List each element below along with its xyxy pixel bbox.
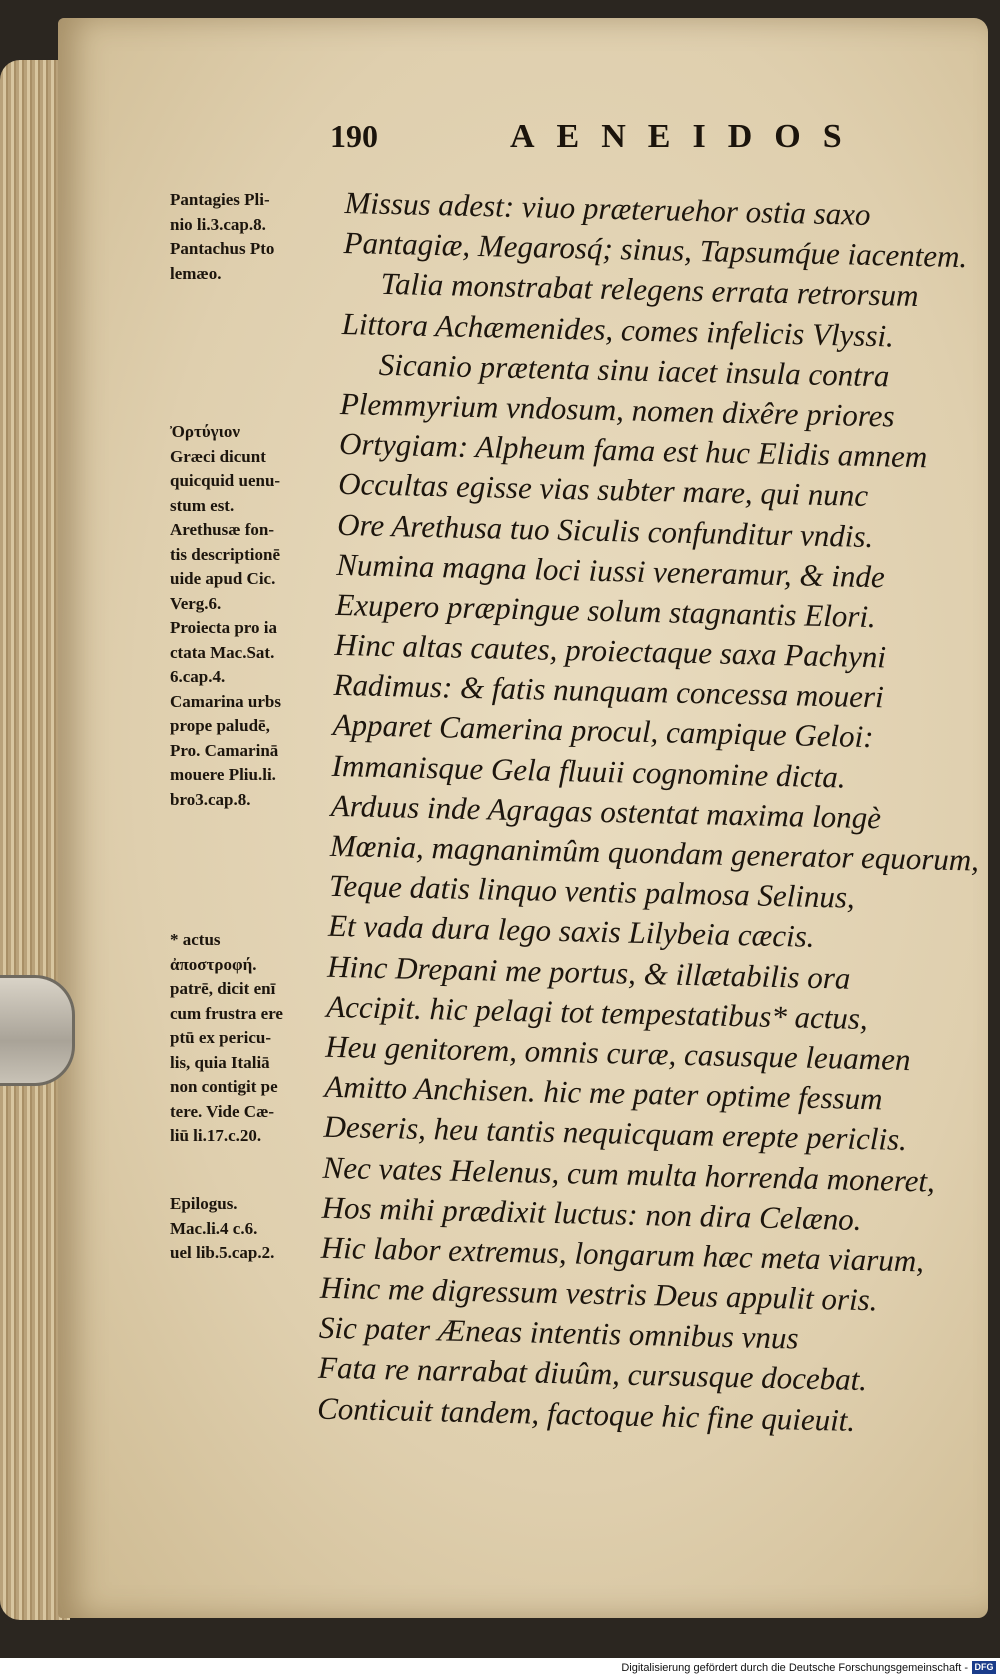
margin-note-line: ctata Mac.Sat. [170,642,275,662]
margin-note-line: quicquid uenu- [170,471,281,490]
margin-note [170,928,330,1149]
margin-note [170,188,330,286]
margin-note-line: * actus [170,930,221,949]
margin-note-line: ptū ex pericu- [170,1028,272,1047]
margin-note-line: Proiecta pro ia [170,618,278,637]
verse-line: Pantagiæ, Megarosq́; sinus, Tapsumq́ue iacentem. [343,225,968,275]
margin-note-line: cum frustra ere [170,1003,283,1023]
margin-note [170,420,330,812]
margin-note-line: mouere Pliu.li. [170,765,276,784]
book-clasp [0,975,75,1086]
verse-line: Mœnia, magnanimûm quondam generator equorum, [329,827,980,878]
margin-note-line: uel lib.5.cap.2. [170,1243,275,1262]
margin-note-line: lemæo. [170,263,222,283]
verse-line: Nec vates Helenus, cum multa horrenda moneret, [322,1149,936,1199]
margin-note-line: Ὀρτύγιον [170,422,240,441]
running-head [330,118,890,168]
verse-line: Et vada dura lego saxis Lilybeia cæcis. [327,908,815,955]
margin-note-line: Pantagies Pli- [170,190,270,209]
margin-note-line: Pantachus Pto [170,239,275,258]
verse-line: Heu genitorem, omnis curæ, casusque leuamen [325,1028,911,1077]
verse-line: Hos mihi prædixit luctus: non dira Celæno. [321,1189,862,1237]
margin-note-line: bro3.cap.8. [170,789,251,809]
verse-line: Deseris, heu tantis nequicquam erepte periclis. [323,1109,908,1158]
verse-line: Missus adest: viuo præteruehor ostia saxo [344,184,871,232]
verse-line: Ortygiam: Alpheum fama est huc Elidis amnem [338,426,928,475]
verse-line: Plemmyrium vndosum, nomen dixêre priores [339,385,895,434]
margin-note-line: Camarina urbs [170,691,281,711]
verse-line: Ore Arethusa tuo Siculis confunditur vndis. [336,506,874,554]
margin-note-line: uide apud Cic. [170,569,276,588]
margin-note-line: ἀποστροφή. [170,954,257,974]
margin-note-line: patrē, dicit enī [170,979,276,998]
verse-line: Accipit. hic pelagi tot tempestatibus* actus, [325,988,869,1036]
verse-text [316,183,980,1443]
margin-note-line: Arethusæ fon- [170,520,275,539]
margin-note-line: Pro. Camarinā [170,740,279,760]
verse-line: Exupero præpingue solum stagnantis Elori. [335,586,877,635]
verse-line: Arduus inde Agragas ostentat maxima longè [330,787,882,836]
verse-line: Fata re narrabat diuûm, cursusque docebat. [317,1350,868,1398]
verse-line: Apparet Camerina procul, campique Geloi: [332,707,874,755]
margin-note-line: Verg.6. [170,593,222,613]
dfg-logo: DFG [972,1661,996,1674]
running-head-title: AENEIDOS [510,118,864,155]
footer-credit: Digitalisierung gefördert durch die Deutsche Forschungsgemeinschaft - [621,1662,968,1674]
verse-line: Conticuit tandem, factoque hic fine quieuit. [316,1390,856,1438]
verse-line: Talia monstrabat relegens errata retrorsum [380,266,919,314]
margin-note [170,1192,330,1266]
verse-line: Radimus: & fatis nunquam concessa moueri [333,667,885,715]
margin-note-line: nio li.3.cap.8. [170,214,266,234]
margin-note-line: lis, quia Italiā [170,1052,270,1072]
margin-note-line: tere. Vide Cæ- [170,1101,275,1121]
footer-strip [0,1658,1000,1676]
margin-note-line: prope paludē, [170,716,270,735]
verse-line: Sicanio prætenta sinu iacet insula contra [378,346,890,394]
page-number: 190 [330,118,378,154]
verse-line: Occultas egisse vias subter mare, qui nunc [337,466,869,514]
margin-note-line: non contigit pe [170,1077,278,1096]
verse-line: Littora Achæmenides, comes infelicis Vlyssi. [341,305,895,354]
margin-note-line: Græci dicunt [170,446,266,466]
verse-line: Hinc Drepani me portus, & illætabilis ora [326,948,851,996]
verse-line: Numina magna loci iussi veneramur, & inde [335,546,886,595]
margin-note-line: stum est. [170,495,235,515]
verse-line: Immanisque Gela fluuii cognomine dicta. [331,747,847,795]
margin-note-line: 6.cap.4. [170,667,226,686]
verse-line: Hinc me digressum vestris Deus appulit oris. [319,1269,878,1318]
margin-note-line: Mac.li.4 c.6. [170,1218,258,1238]
margin-note-line: Epilogus. [170,1194,238,1213]
margin-note-line: liū li.17.c.20. [170,1126,262,1145]
verse-line: Amitto Anchisen. hic me pater optime fessum [324,1068,883,1117]
verse-line: Sic pater Æneas intentis omnibus vnus [318,1309,799,1356]
verse-line: Teque datis linquo ventis palmosa Selinus, [328,868,856,915]
margin-note-line: tis descriptionē [170,544,281,564]
verse-line: Hic labor extremus, longarum hæc meta viarum, [320,1229,925,1279]
verse-line: Hinc altas cautes, proiectaque saxa Pachyni [334,626,887,675]
